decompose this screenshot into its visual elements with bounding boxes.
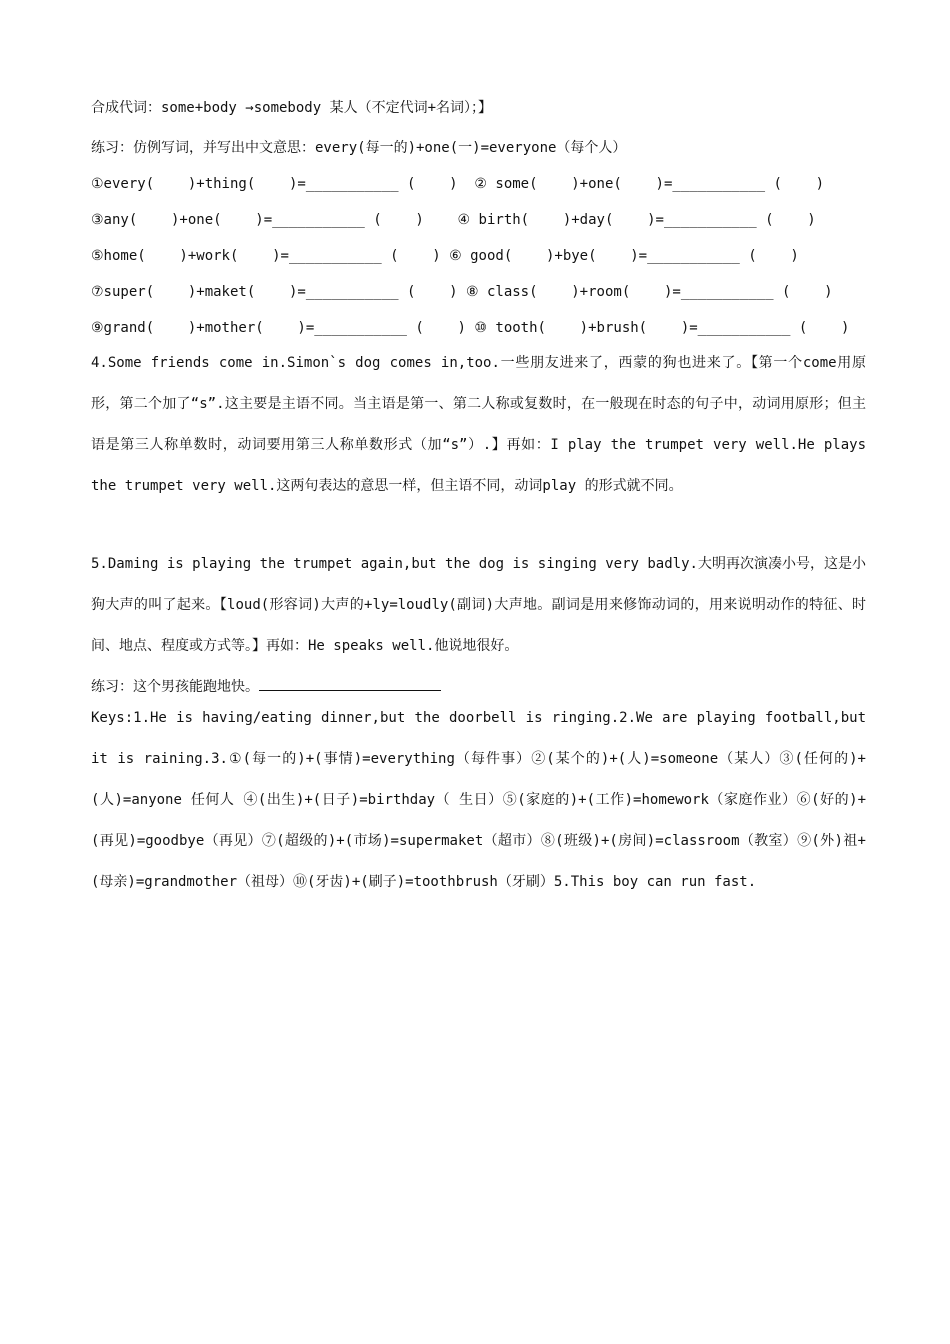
exercise-row-4: ⑦super( )+maket( )=___________ ( ) ⑧ class( )+room( )=___________ ( ): [91, 284, 833, 300]
exercise-row-2: ③any( )+one( )=___________ ( ) ④ birth( )+day( )=___________ ( ): [91, 212, 816, 228]
exercise-row-5: ⑨grand( )+mother( )=___________ ( ) ⑩ tooth( )+brush( )=___________ ( ): [91, 320, 850, 336]
grammar-point-5: 5.Daming is playing the trumpet again,but the dog is singing very badly.大明再次演凑小号，这是小狗大声的叫了起来。【loud(形容词)大声的+ly=loudly(副词)大声地。副词是用来修饰动词的，用来说明动作的特征、时间、地点、程度或方式等。】再如：He speaks well.他说地很好。: [91, 556, 866, 654]
practice-translation-label: 练习：这个男孩能跑地快。: [91, 679, 259, 695]
answer-keys: Keys:1.He is having/eating dinner,but the doorbell is ringing.2.We are playing football,but it is raining.3.①(每一的)+(事情)=everything（每件事）②(某个的)+(人)=someone（某人）③(任何的)+(人)=anyone 任何人 ④(出生)+(日子)=birthday（ 生日）⑤(家庭的)+(工作)=homework（家庭作业）⑥(好的)+(再见)=goodbye（再见）⑦(超级的)+(市场)=supermaket（超市）⑧(班级)+(房间)=classroom（教室）⑨(外)祖+(母亲)=grandmother（祖母）⑩(牙齿)+(刷子)=toothbrush（牙刷）5.This boy can run fast.: [91, 710, 866, 890]
exercise-row-3: ⑤home( )+work( )=___________ ( ) ⑥ good( )+bye( )=___________ ( ): [91, 248, 799, 264]
answer-blank[interactable]: [259, 676, 441, 691]
practice-translation: [91, 676, 441, 697]
exercise-row-1: ①every( )+thing( )=___________ ( ) ② some( )+one( )=___________ ( ): [91, 176, 825, 192]
grammar-point-4: 4.Some friends come in.Simon`s dog comes in,too.一些朋友进来了，西蒙的狗也进来了。【第一个come用原形，第二个加了“s”.这主要是主语不同。当主语是第一、第二人称或复数时，在一般现在时态的句子中，动词用原形；但主语是第三人称单数时，动词要用第三人称单数形式（加“s”）.】再如：I play the trumpet very well.He plays the trumpet very well.这两句表达的意思一样，但主语不同，动词play 的形式就不同。: [91, 355, 866, 494]
compound-pronoun-definition: 合成代词：some+body →somebody 某人（不定代词+名词）；】: [91, 100, 493, 116]
practice-intro: 练习：仿例写词，并写出中文意思：every(每一的)+one(一)=everyone（每个人）: [91, 140, 627, 156]
